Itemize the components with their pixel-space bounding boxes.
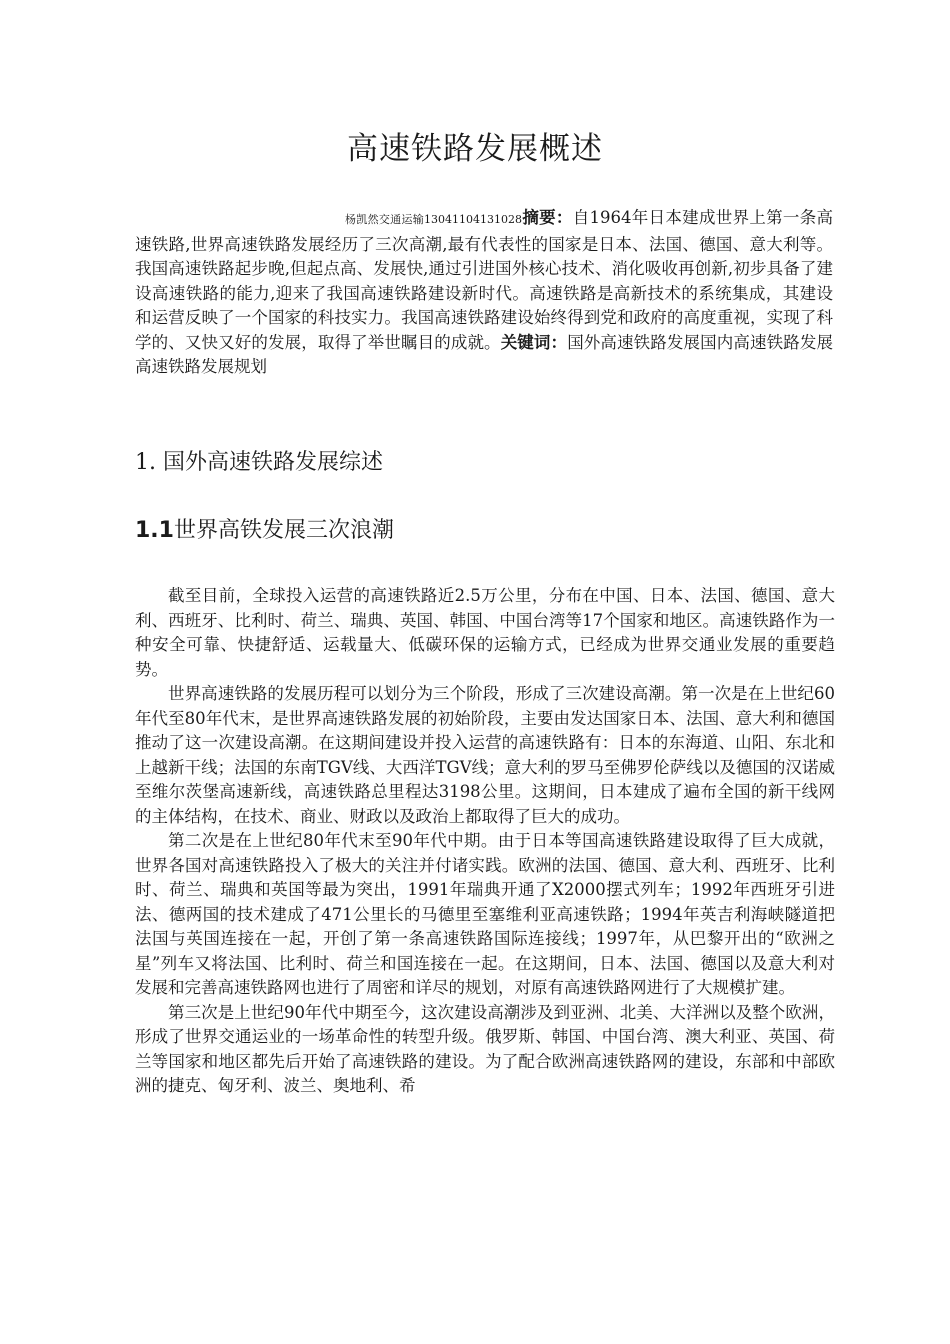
paragraph: 第三次是上世纪90年代中期至今，这次建设高潮涉及到亚洲、北美、大洋洲以及整个欧洲，形成了世界交通运业的一场革命性的转型升级。俄罗斯、韩国、中国台湾、澳大利亚、英国、荷兰等国家和地区都先后开始了高速铁路的建设。为了配合欧洲高速铁路网的建设，东部和中部欧洲的捷克、匈牙利、波兰、奥地利、希	[135, 1002, 835, 1095]
section-1-1-number: 1.1	[135, 518, 174, 543]
paragraph: 第二次是在上世纪80年代末至90年代中期。由于日本等国高速铁路建设取得了巨大成就，世界各国对高速铁路投入了极大的关注并付诸实践。欧洲的法国、德国、意大利、西班牙、比利时、荷兰、瑞典和英国等最为突出，1991年瑞典开通了X2000摆式列车；1992年西班牙引进法、德两国的技术建成了471公里长的马德里至塞维利亚高速铁路；1994年英吉利海峡隧道把法国与英国连接在一起，开创了第一条高速铁路国际连接线；1997年，从巴黎开出的“欧洲之星”列车又将法国、比利时、荷兰和国连接在一起。在这期间，日本、法国、德国以及意大利对发展和完善高速铁路网也进行了周密和详尽的规划，对原有高速铁路网进行了大规模扩建。	[135, 831, 835, 997]
abstract-label: 摘要：	[522, 208, 573, 227]
document-title: 高速铁路发展概述	[347, 130, 603, 167]
section-1-heading: 1. 国外高速铁路发展综述	[135, 450, 383, 475]
section-1-1-title: 世界高铁发展三次浪潮	[173, 518, 394, 543]
body-text	[135, 584, 835, 1099]
abstract-text: 自1964年日本建成世界上第一条高速铁路,世界高速铁路发展经历了三次高潮,最有代表性的国家是日本、法国、德国、意大利等。我国高速铁路起步晚,但起点高、发展快,通过引进国外核心技术、消化吸收再创新,初步具备了建设高速铁路的能力,迎来了我国高速铁路建设新时代。高速铁路是高新技术的系统集成，其建设和运营反映了一个国家的科技实力。我国高速铁路建设始终得到党和政府的高度重视，实现了科学的、又快又好的发展，取得了举世瞩目的成就。	[135, 208, 833, 352]
section-1-1-heading	[135, 513, 394, 549]
abstract-indent	[135, 208, 345, 227]
keywords-label: 关键词：	[500, 332, 568, 352]
abstract-block	[135, 206, 833, 380]
paragraph: 世界高速铁路的发展历程可以划分为三个阶段，形成了三次建设高潮。第一次是在上世纪60年代至80年代末，是世界高速铁路发展的初始阶段，主要由发达国家日本、法国、意大利和德国推动了这一次建设高潮。在这期间建设并投入运营的高速铁路有：日本的东海道、山阳、东北和上越新干线；法国的东南TGV线、大西洋TGV线；意大利的罗马至佛罗伦萨线以及德国的汉诺威至维尔茨堡高速新线，高速铁路总里程达3198公里。这期间，日本建成了遍布全国的新干线网的主体结构，在技术、商业、财政以及政治上都取得了巨大的成功。	[135, 684, 835, 826]
paragraph: 截至目前，全球投入运营的高速铁路近2.5万公里，分布在中国、日本、法国、德国、意大利、西班牙、比利时、荷兰、瑞典、英国、韩国、中国台湾等17个国家和地区。高速铁路作为一种安全可靠、快捷舒适、运载量大、低碳环保的运输方式，已经成为世界交通业发展的重要趋势。	[135, 586, 835, 679]
keywords-text: 国外高速铁路发展国内高速铁路发展高速铁路发展规划	[135, 332, 834, 376]
author-line: 杨凯然交通运输13041104131028	[345, 213, 523, 226]
